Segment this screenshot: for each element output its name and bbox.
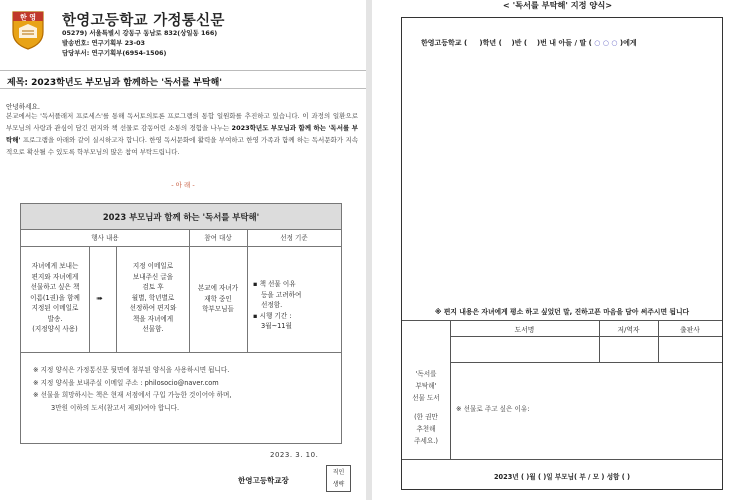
form-title: < '독서를 부탁해' 지정 양식> bbox=[502, 0, 613, 10]
notes bbox=[33, 364, 333, 414]
line: 선정함. bbox=[261, 301, 283, 309]
line: 주세요.) bbox=[414, 437, 438, 445]
logo-text: 한 영 bbox=[20, 13, 36, 22]
body-text-2: 프로그램을 아래와 같이 실시하고자 합니다. 한영 독서문화에 활력을 부여하고 한영 가족과 함께 하는 독서문화가 지속적으로 확산될 수 있도록 학부모님의 많은 참여 부탁드립니다. bbox=[6, 136, 358, 156]
arae-marker: - 아 래 - bbox=[171, 181, 195, 189]
side-hint bbox=[402, 411, 450, 447]
body-paragraph bbox=[6, 110, 358, 158]
school-logo bbox=[10, 6, 46, 50]
note: 3만원 이하의 도서(참고서 제외)여야 합니다. bbox=[51, 403, 180, 412]
line: 선물 도서 bbox=[412, 394, 440, 402]
reason-label: ※ 선물로 주고 싶은 이유: bbox=[456, 405, 530, 413]
criteria-cell bbox=[253, 279, 337, 332]
line: 이름(1권)을 함께 bbox=[30, 293, 80, 302]
note: ※ 지정 양식을 보내주실 이메일 주소 : philosocio@naver.com bbox=[33, 378, 219, 387]
line: 검토 후 bbox=[142, 283, 164, 291]
bullet-item bbox=[253, 311, 337, 322]
note: ※ 지정 양식은 가정통신문 뒷면에 첨부된 양식을 사용하시면 됩니다. bbox=[33, 366, 230, 374]
line: 재학 중인 bbox=[204, 294, 232, 303]
line: 편지와 자녀에게 bbox=[31, 272, 79, 281]
line: 보내주신 글을 bbox=[132, 272, 174, 281]
seal-line: 직인 bbox=[332, 469, 345, 476]
divider bbox=[450, 362, 722, 363]
line: 본교에 자녀가 bbox=[197, 284, 239, 292]
subject: 제목: 2023학년도 부모님과 함께하는 '독서를 부탁해' bbox=[7, 78, 223, 88]
line: 추천해 bbox=[416, 425, 436, 433]
school-address: 05279) 서울특별시 강동구 동남로 832(상일동 166) bbox=[62, 29, 218, 37]
header-target: 참여 대상 bbox=[189, 230, 247, 247]
line: 월별, 학년별로 bbox=[131, 293, 175, 302]
line: (지정양식 사용) bbox=[32, 325, 78, 333]
activity-step-1 bbox=[23, 261, 87, 335]
line: '독서를 bbox=[415, 370, 437, 378]
issue-date: 2023. 3. 10. bbox=[270, 451, 319, 459]
body-text-1: 본교에서는 '독서플래저 프로세스'를 통해 독서토의토론 프로그램의 통합 일원화를 추진하고 있습니다. 이 과정의 일환으로 부모님의 사랑과 관심이 담긴 편지와 책 선물로 감동어린 소통의 경험을 나누는 bbox=[6, 112, 358, 132]
bullet-item bbox=[253, 279, 337, 290]
addr-name: ○ ○ ○ bbox=[594, 39, 618, 47]
header-activity: 행사 내용 bbox=[21, 230, 189, 247]
greeting: 안녕하세요. bbox=[6, 103, 40, 111]
side-label bbox=[402, 368, 450, 404]
addr-part: )학년 ( bbox=[479, 39, 502, 47]
line: 3월~11월 bbox=[261, 322, 292, 330]
col-book: 도서명 bbox=[514, 326, 535, 334]
document-number: 발송번호: 연구기획부 23-03 bbox=[62, 39, 146, 47]
table-title: 2023 부모님과 함께 하는 '독서를 부탁해' bbox=[21, 204, 341, 230]
sign-line: 2023년 ( )월 ( )일 부모님( 부 / 모 ) 성함 ( ) bbox=[493, 473, 631, 481]
line: 선물함. bbox=[142, 325, 164, 333]
arrow-icon: ➠ bbox=[96, 294, 103, 303]
line: 시행 기간 : bbox=[259, 311, 292, 320]
divider bbox=[450, 336, 722, 337]
bullet-icon: ▪ bbox=[253, 311, 260, 320]
divider bbox=[247, 230, 248, 352]
col-author: 저/역자 bbox=[617, 326, 640, 334]
divider bbox=[402, 459, 722, 460]
form-note: ※ 편지 내용은 자녀에게 평소 하고 싶었던 말, 진하고픈 마음을 담아 써주시면 됩니다 bbox=[434, 308, 690, 316]
newsletter-page bbox=[0, 0, 366, 500]
addr-part: )에게 bbox=[619, 39, 637, 47]
line: 자녀에게 보내는 bbox=[31, 262, 79, 270]
line: 책 선물 이유 bbox=[259, 280, 296, 288]
school-title: 한영고등학교 가정통신문 bbox=[62, 13, 225, 29]
addr-part: )반 ( bbox=[511, 39, 528, 47]
seal-box bbox=[326, 465, 351, 492]
line: (한 권만 bbox=[414, 413, 438, 421]
subject-bar bbox=[0, 70, 366, 89]
program-table bbox=[20, 203, 342, 444]
form-page bbox=[372, 0, 743, 500]
line: 지정된 이메일로 bbox=[31, 304, 79, 312]
line: 선물하고 싶은 책 bbox=[30, 283, 80, 291]
line: 등을 고려하여 bbox=[261, 290, 302, 299]
line: 학부모님들 bbox=[202, 305, 234, 313]
form-frame bbox=[401, 17, 723, 490]
line: 책을 자녀에게 bbox=[132, 314, 174, 323]
divider bbox=[450, 320, 451, 459]
line: 선정하여 편지와 bbox=[129, 304, 177, 312]
col-publisher: 출판사 bbox=[680, 326, 700, 334]
line: 발송. bbox=[47, 314, 63, 323]
activity-step-2 bbox=[118, 261, 188, 335]
note: ※ 선물을 희망하시는 책은 현재 서점에서 구입 가능한 것이어야 하며, bbox=[33, 391, 232, 399]
address-line bbox=[421, 38, 637, 48]
line: 부탁해' bbox=[415, 382, 437, 390]
line: 지정 이메일로 bbox=[132, 262, 174, 270]
contact-department: 담당부서: 연구기획부(6954-1506) bbox=[62, 49, 167, 57]
principal: 한영고등학교장 bbox=[238, 476, 289, 485]
divider bbox=[89, 247, 90, 352]
body-text-bold: 2023학년도 부모님과 함께 하는 '독서를 부탁해' bbox=[6, 124, 358, 144]
divider bbox=[21, 352, 341, 353]
addr-part: 한영고등학교 ( bbox=[421, 39, 468, 47]
target-cell bbox=[190, 283, 246, 315]
addr-part: )번 내 아들 / 딸 ( bbox=[536, 39, 592, 47]
divider bbox=[116, 247, 117, 352]
bullet-icon: ▪ bbox=[253, 280, 260, 288]
seal-line: 생략 bbox=[332, 481, 345, 488]
header-criteria: 선정 기준 bbox=[247, 230, 341, 247]
